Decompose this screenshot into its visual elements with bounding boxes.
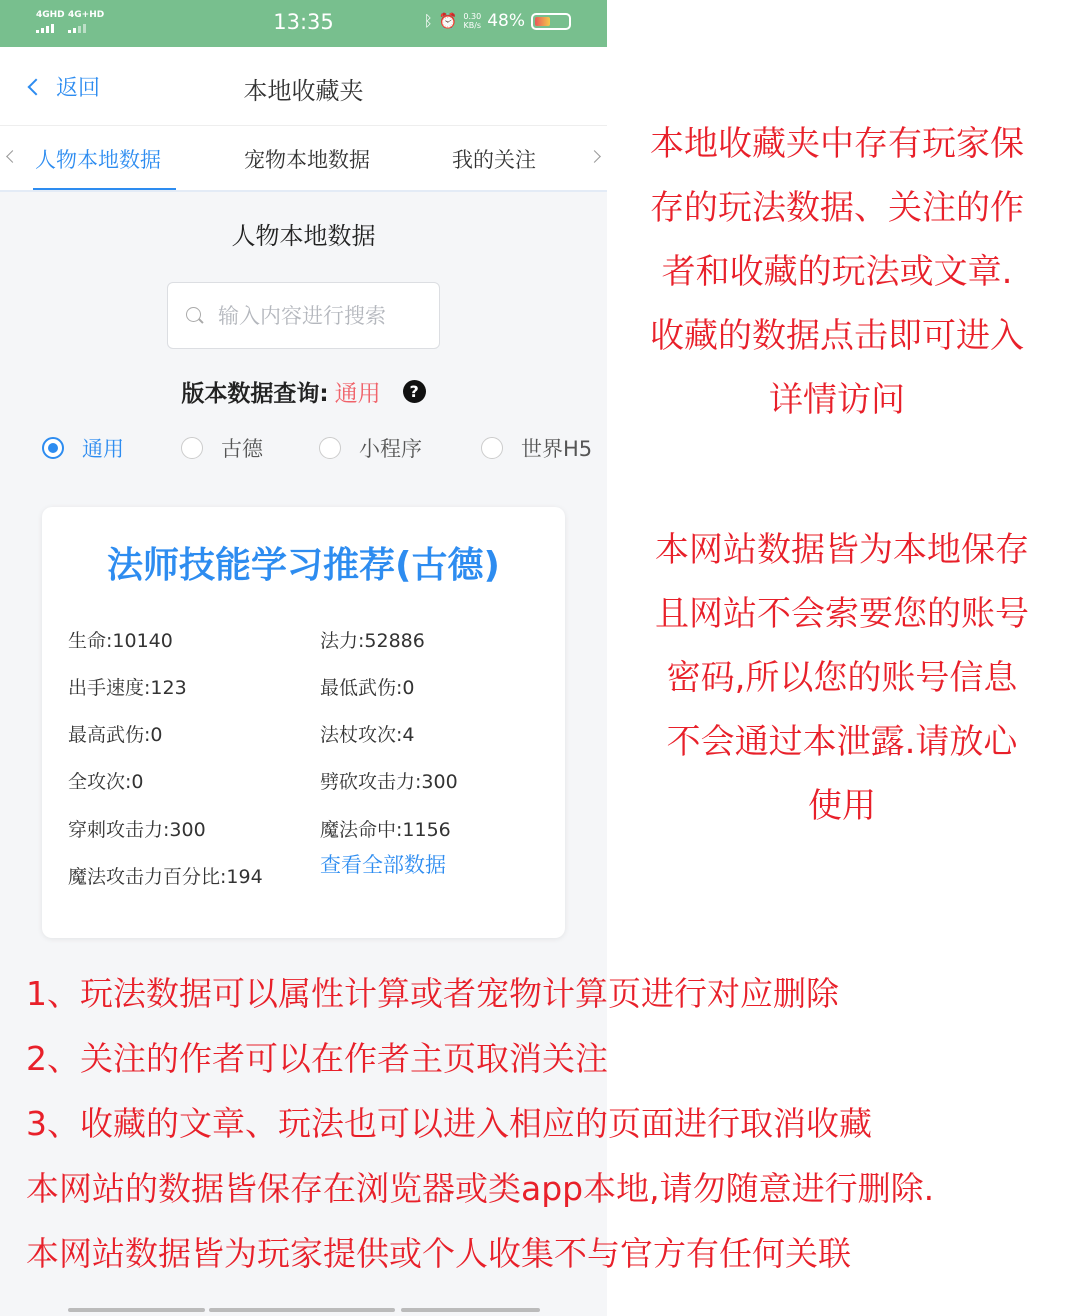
network-speed-unit: KB/s [463, 21, 482, 30]
annotation-bottom-2: 2、关注的作者可以在作者主页取消关注 [26, 1039, 608, 1078]
radio-world-h5[interactable] [481, 433, 592, 463]
scroll-indicator [401, 1308, 540, 1312]
annotation-line: 收藏的数据点击即可进入 [650, 316, 1024, 356]
stat-mp: 法力:52886 [320, 630, 425, 652]
scroll-indicator [209, 1308, 395, 1312]
version-query [0, 375, 607, 408]
stat-magic-attack-percent: 魔法攻击力百分比:194 [68, 866, 263, 888]
stat-min-damage: 最低武伤:0 [320, 677, 415, 699]
network-speed [463, 12, 481, 30]
stat-hp: 生命:10140 [68, 630, 173, 652]
annotation-line: 本地收藏夹中存有玩家保 [650, 124, 1024, 164]
stat-pierce-attack: 穿刺攻击力:300 [68, 819, 206, 841]
battery-percent: 48% [487, 11, 525, 31]
annotation-line: 使用 [808, 786, 876, 826]
radio-gude[interactable] [181, 433, 263, 463]
annotation-line: 者和收藏的玩法或文章. [661, 252, 1013, 292]
radio-label: 世界H5 [521, 437, 593, 461]
annotation-bottom-5: 本网站数据皆为玩家提供或个人收集不与官方有任何关联 [26, 1234, 851, 1273]
stat-speed: 出手速度:123 [68, 677, 187, 699]
stat-all-attacks: 全攻次:0 [68, 771, 144, 793]
radio-label: 通用 [82, 437, 124, 461]
view-all-data-link[interactable]: 查看全部数据 [320, 853, 446, 877]
status-bar [0, 0, 607, 47]
annotation-line: 密码,所以您的账号信息 [666, 658, 1018, 698]
version-label: 版本数据查询: [181, 381, 329, 407]
saved-build-card[interactable] [42, 507, 565, 938]
radio-dot [481, 437, 503, 459]
search-box [167, 282, 440, 349]
stat-staff-attacks: 法杖攻次:4 [320, 724, 415, 746]
version-value: 通用 [334, 381, 381, 407]
status-time: 13:35 [273, 10, 334, 34]
search-input[interactable] [218, 304, 428, 328]
battery-icon [531, 13, 571, 30]
annotation-bottom-4: 本网站的数据皆保存在浏览器或类app本地,请勿随意进行删除. [26, 1169, 935, 1208]
radio-label: 小程序 [359, 437, 422, 461]
annotation-line: 存的玩法数据、关注的作 [650, 188, 1024, 228]
radio-mini-program[interactable] [319, 433, 422, 463]
signal-label-1: 4GHD [36, 10, 65, 20]
radio-dot [319, 437, 341, 459]
help-icon[interactable]: ? [403, 380, 426, 403]
alarm-icon: ⏰ [438, 12, 458, 30]
tab-character-data[interactable]: 人物本地数据 [35, 148, 161, 172]
scroll-indicator [68, 1308, 205, 1312]
status-right [424, 11, 571, 31]
tab-pet-data[interactable]: 宠物本地数据 [244, 148, 370, 172]
nav-bar [0, 47, 607, 125]
section-title: 人物本地数据 [231, 222, 376, 250]
card-title: 法师技能学习推荐(古德) [107, 545, 500, 586]
radio-general[interactable] [42, 433, 124, 463]
annotation-line: 且网站不会索要您的账号 [655, 594, 1029, 634]
signal-label-2: 4G+HD [68, 10, 105, 20]
annotation-line: 详情访问 [769, 380, 905, 420]
annotation-right-top [627, 112, 1047, 432]
divider [0, 190, 607, 192]
annotation-right-middle [632, 518, 1052, 838]
stat-max-damage: 最高武伤:0 [68, 724, 163, 746]
annotation-bottom-3: 3、收藏的文章、玩法也可以进入相应的页面进行取消收藏 [26, 1104, 872, 1143]
bluetooth-icon: ᛒ [423, 12, 433, 30]
annotation-line: 不会通过本泄露.请放心 [666, 722, 1018, 762]
stat-magic-hit: 魔法命中:1156 [320, 819, 451, 841]
page-title: 本地收藏夹 [243, 77, 364, 105]
radio-dot [181, 437, 203, 459]
chevron-right-icon[interactable] [588, 150, 601, 163]
radio-label: 古德 [221, 437, 263, 461]
search-icon [186, 307, 204, 325]
tab-following[interactable]: 我的关注 [452, 148, 536, 172]
stat-slash-attack: 劈砍攻击力:300 [320, 771, 458, 793]
annotation-line: 本网站数据皆为本地保存 [655, 530, 1029, 570]
back-label: 返回 [56, 76, 101, 101]
radio-dot [42, 437, 64, 459]
tab-bar [0, 125, 607, 191]
network-speed-value: 0.30 [463, 12, 482, 21]
chevron-left-icon[interactable] [6, 150, 19, 163]
annotation-bottom-1: 1、玩法数据可以属性计算或者宠物计算页进行对应删除 [26, 974, 839, 1013]
